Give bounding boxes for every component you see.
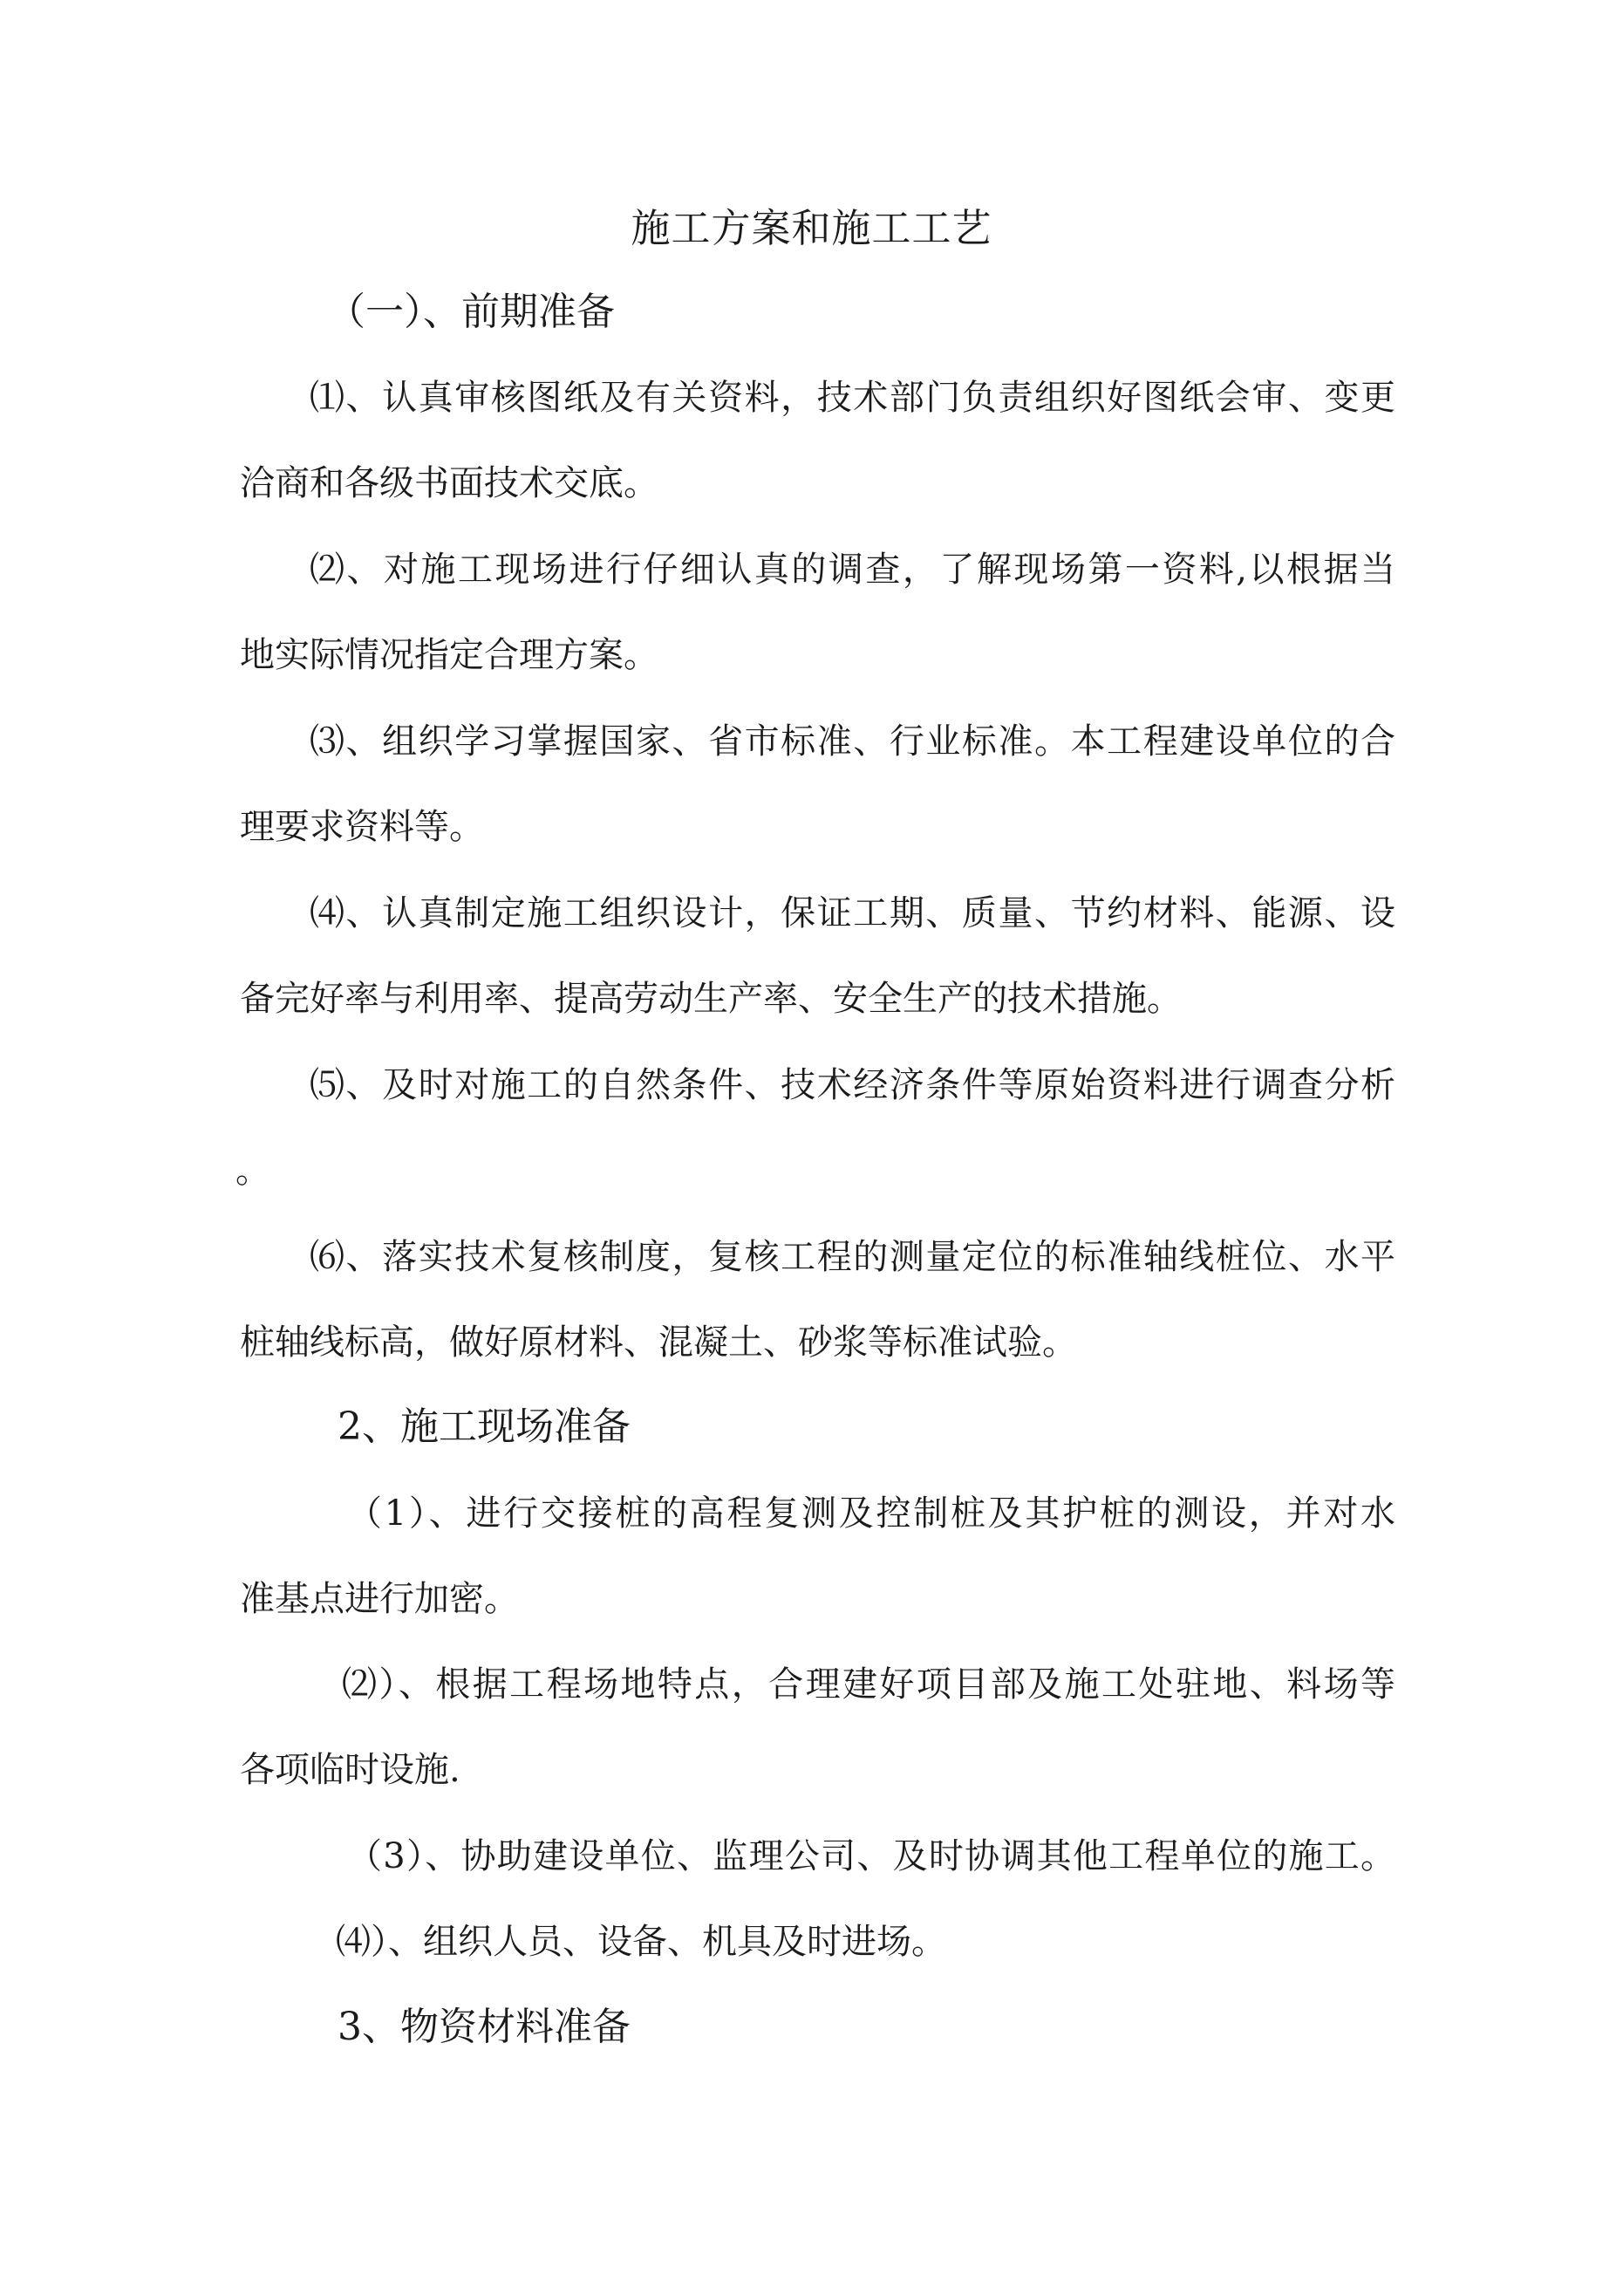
paragraph-line: 地实际情况指定合理方案。 xyxy=(240,635,658,675)
paragraph-line: ⑴、认真审核图纸及有关资料，技术部门负责组织好图纸会审、变更 xyxy=(310,378,1395,418)
document-title: 施工方案和施工工艺 xyxy=(631,205,992,251)
paragraph-line: ⑸、及时对施工的自然条件、技术经济条件等原始资料进行调查分析 xyxy=(310,1065,1395,1105)
paragraph-line: 备完好率与利用率、提高劳动生产率、安全生产的技术措施。 xyxy=(240,979,1182,1019)
paragraph-line: 理要求资料等。 xyxy=(240,807,484,847)
paragraph-line: （1）、进行交接桩的高程复测及控制桩及其护桩的测设，并对水 xyxy=(347,1493,1395,1534)
paragraph-line: ⑷、认真制定施工组织设计，保证工期、质量、节约材料、能源、设 xyxy=(310,893,1395,933)
paragraph-line: 各项临时设施. xyxy=(240,1750,460,1790)
section-heading-materials: 3、物资材料准备 xyxy=(338,2005,631,2049)
paragraph-line: 。 xyxy=(235,1151,270,1191)
paragraph-line: 准基点进行加密。 xyxy=(240,1579,519,1619)
paragraph-line: ⑵、对施工现场进行仔细认真的调查，了解现场第一资料,以根据当 xyxy=(310,550,1395,590)
paragraph-line: ⑵）、根据工程场地特点，合理建好项目部及施工处驻地、料场等 xyxy=(342,1664,1395,1705)
paragraph-line: ⑹、落实技术复核制度，复核工程的测量定位的标准轴线桩位、水平 xyxy=(310,1237,1395,1277)
section-heading-preparation: （一）、前期准备 xyxy=(327,290,615,334)
paragraph-line: ⑶、组织学习掌握国家、省市标准、行业标准。本工程建设单位的合 xyxy=(310,721,1395,762)
paragraph-line: 洽商和各级书面技术交底。 xyxy=(240,463,658,503)
paragraph-line: （3）、协助建设单位、监理公司、及时协调其他工程单位的施工。 xyxy=(347,1836,1395,1876)
paragraph-line: ⑷）、组织人员、设备、机具及时进场。 xyxy=(336,1922,946,1962)
section-heading-site: 2、施工现场准备 xyxy=(338,1404,631,1449)
paragraph-line: 桩轴线标高，做好原材料、混凝土、砂浆等标准试验。 xyxy=(240,1322,1077,1363)
